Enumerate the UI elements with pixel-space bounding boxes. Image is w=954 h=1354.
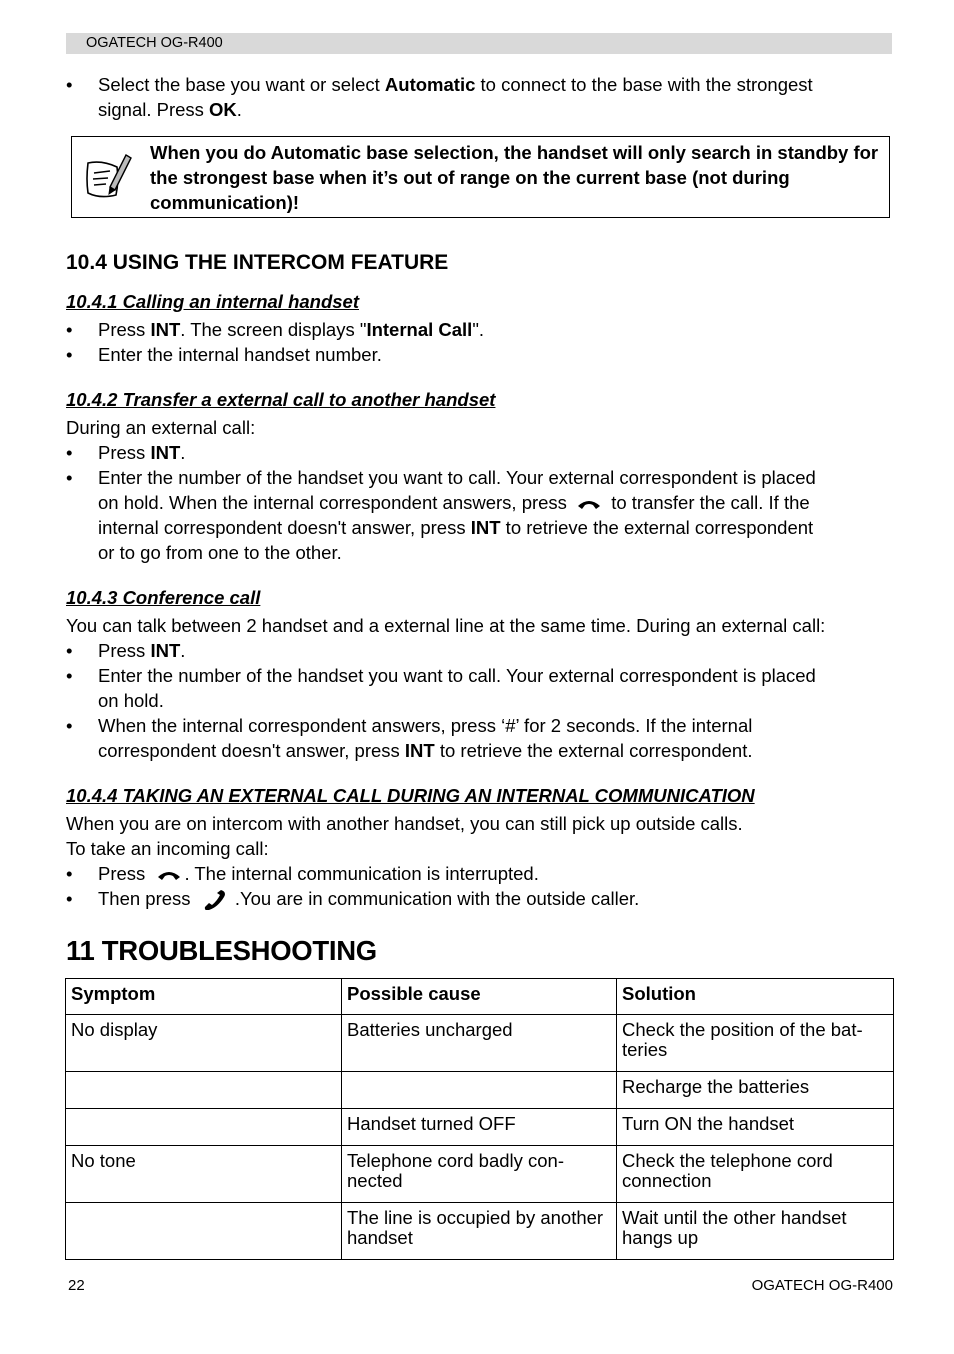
table-cell: Check the position of the bat-teries: [617, 1015, 894, 1072]
intro-text: .: [236, 99, 242, 120]
text: or to go from one to the other.: [98, 542, 342, 563]
table-row: [66, 1146, 894, 1203]
subsection-title-10-4-4: 10.4.4 TAKING AN EXTERNAL CALL DURING AN INTERNAL COMMUNICATION: [66, 785, 755, 806]
list-item: [98, 713, 898, 763]
text: Enter the number of the handset you want to call. Your external correspondent is placed: [98, 665, 816, 686]
list-item: [98, 638, 898, 663]
bullet-marker: •: [66, 640, 73, 661]
intro-text: Select the base you want or select: [98, 74, 385, 95]
text: . The internal communication is interrupted.: [184, 863, 539, 884]
table-cell: The line is occupied by another handset: [342, 1203, 617, 1260]
bullet-marker: •: [66, 715, 73, 736]
bold-text: INT: [150, 442, 181, 463]
section-heading-11: 11 TROUBLESHOOTING: [66, 935, 377, 966]
lead-text: During an external call:: [66, 417, 256, 438]
column-header: Possible cause: [342, 979, 617, 1015]
table-cell: Turn ON the handset: [617, 1109, 894, 1146]
text: Press: [98, 319, 151, 340]
table-header-row: [66, 979, 894, 1015]
bullet-marker: •: [66, 319, 73, 340]
list-item: [98, 663, 898, 713]
table-cell: Handset turned OFF: [342, 1109, 617, 1146]
table-row: [66, 1015, 894, 1072]
text: .: [180, 442, 186, 463]
bullet-marker: •: [66, 344, 73, 365]
table-row: [66, 1203, 894, 1260]
bold-text: Internal Call: [366, 319, 473, 340]
table-cell: Wait until the other handset hangs up: [617, 1203, 894, 1260]
table-row: [66, 1072, 894, 1109]
intro-bold: OK: [209, 99, 237, 120]
text: Then press: [98, 888, 196, 909]
table-cell: Batteries uncharged: [342, 1015, 617, 1072]
bullet-marker: •: [66, 74, 73, 95]
table-cell: Check the telephone cord connection: [617, 1146, 894, 1203]
table-row: [66, 1109, 894, 1146]
text: to retrieve the external correspondent: [500, 517, 814, 538]
subsection-title-10-4-1: 10.4.1 Calling an internal handset: [66, 291, 360, 312]
table-cell: [66, 1203, 342, 1260]
bold-text: INT: [150, 319, 181, 340]
text: .You are in communication with the outside caller.: [229, 888, 640, 909]
text: on hold.: [98, 690, 164, 711]
lead-text: You can talk between 2 handset and a external line at the same time. During an external call:: [66, 615, 826, 636]
bold-text: INT: [404, 740, 435, 761]
text: on hold. When the internal correspondent answers, press: [98, 492, 573, 513]
bullet-marker: •: [66, 665, 73, 686]
lead-text: When you are on intercom with another handset, you can still pick up outside calls.: [66, 813, 743, 834]
note-pencil-icon: [82, 149, 134, 203]
bullet-marker: •: [66, 467, 73, 488]
hang-up-icon: [156, 868, 182, 882]
list-item: [98, 465, 898, 565]
list-item: Enter the internal handset number.: [98, 344, 382, 365]
footer-title: OGATECH OG-R400: [751, 1277, 893, 1294]
note-text: When you do Automatic base selection, the handset will only search in standby for the strongest base when it’s out of range on the current base (not during communication)!: [150, 142, 879, 213]
text: to transfer the call. If the: [606, 492, 810, 513]
text: ".: [472, 319, 485, 340]
subsection-title-10-4-2: 10.4.2 Transfer a external call to another handset: [66, 389, 496, 410]
bold-text: INT: [470, 517, 501, 538]
list-item: [98, 886, 898, 911]
text: . The screen displays ": [180, 319, 367, 340]
table-cell: [342, 1072, 617, 1109]
bullet-marker: •: [66, 442, 73, 463]
page-number: 22: [68, 1277, 85, 1294]
list-item: [98, 861, 898, 886]
text: .: [180, 640, 186, 661]
hang-up-icon: [576, 497, 602, 511]
table-cell: Telephone cord badly con-nected: [342, 1146, 617, 1203]
troubleshooting-table: [65, 978, 894, 1260]
section-heading-10-4: 10.4 USING THE INTERCOM FEATURE: [66, 251, 449, 274]
text: Press: [98, 863, 151, 884]
header-title: OGATECH OG-R400: [86, 35, 223, 51]
bullet-marker: •: [66, 888, 73, 909]
note-box: [71, 136, 890, 218]
text: internal correspondent doesn't answer, press: [98, 517, 471, 538]
text: When the internal correspondent answers, press ‘#’ for 2 seconds. If the internal: [98, 715, 753, 736]
text: correspondent doesn't answer, press: [98, 740, 405, 761]
table-cell: No tone: [66, 1146, 342, 1203]
table-cell: [66, 1109, 342, 1146]
intro-bullet: [98, 72, 898, 122]
table-cell: [66, 1072, 342, 1109]
table-cell: No display: [66, 1015, 342, 1072]
intro-bold: Automatic: [384, 74, 476, 95]
pick-up-icon: [202, 890, 228, 910]
list-item: [98, 317, 898, 342]
text: Enter the number of the handset you want to call. Your external correspondent is placed: [98, 467, 816, 488]
text: Press: [98, 640, 151, 661]
intro-text: signal. Press: [98, 99, 210, 120]
column-header: Symptom: [66, 979, 342, 1015]
list-item: [98, 440, 898, 465]
text: Press: [98, 442, 151, 463]
subsection-title-10-4-3: 10.4.3 Conference call: [66, 587, 261, 608]
lead-text: To take an incoming call:: [66, 838, 269, 859]
column-header: Solution: [617, 979, 894, 1015]
intro-text: to connect to the base with the strongest: [475, 74, 813, 95]
table-cell: Recharge the batteries: [617, 1072, 894, 1109]
text: to retrieve the external correspondent.: [434, 740, 753, 761]
bold-text: INT: [150, 640, 181, 661]
bullet-marker: •: [66, 863, 73, 884]
